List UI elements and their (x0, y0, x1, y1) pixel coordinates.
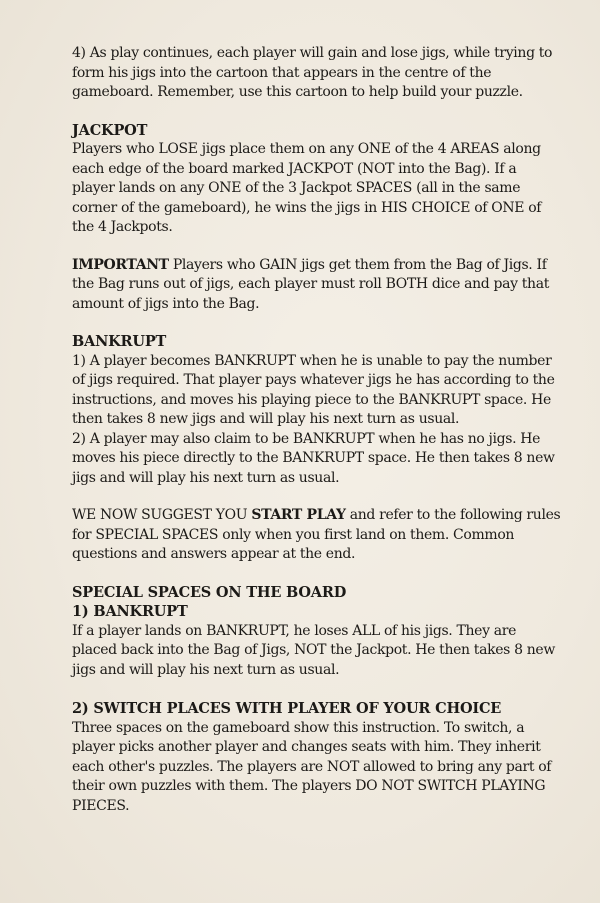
jackpot-paragraph: Players who LOSE jigs place them on any ONE of the 4 AREAS along each edge of the board marked JACKPOT (NOT into the Bag). If a player lands on any ONE of the 3 Jackpot SPACES (all in the same corner of the gameboard), he wins the jigs in HIS CHOICE of ONE of the 4 Jackpots. (72, 141, 542, 235)
switch-places-paragraph: Three spaces on the gameboard show this instruction. To switch, a player picks another player and changes seats with him. They inherit each other's puzzles. The players are NOT allowed to bring any part of their own puzzles with them. The players DO NOT SWITCH PLAYING PIECES. (72, 719, 552, 814)
switch-places-subheading: 2) SWITCH PLACES WITH PLAYER OF YOUR CHOICE (72, 700, 502, 717)
start-play-paragraph (72, 506, 562, 565)
page-content (72, 44, 562, 816)
bankrupt-paragraph-1: 1) A player becomes BANKRUPT when he is unable to pay the number of jigs required. That player pays whatever jigs he has according to the instructions, and moves his playing piece to the BANKRUPT space. He then takes 8 new jigs and will play his next turn as usual. (72, 352, 555, 427)
bankrupt-paragraph-2: 2) A player may also claim to be BANKRUPT when he has no jigs. He moves his piece directly to the BANKRUPT space. He then takes 8 new jigs and will play his next turn as usual. (72, 430, 555, 486)
important-paragraph (72, 256, 562, 315)
start-play-rest: and refer to the following rules for SPECIAL SPACES only when you first land on them. Common questions and answers appear at the end. (72, 507, 561, 562)
special-bankrupt-paragraph: If a player lands on BANKRUPT, he loses ALL of his jigs. They are placed back into the Bag of Jigs, NOT the Jackpot. He then takes 8 new jigs and will play his next turn as usual. (72, 622, 555, 678)
bankrupt-heading: BANKRUPT (72, 333, 167, 350)
jackpot-heading: JACKPOT (72, 121, 148, 139)
start-play-emphasis: START PLAY (251, 507, 346, 523)
important-text: Players who GAIN jigs get them from the Bag of Jigs. If the Bag runs out of jigs, each player must roll BOTH dice and pay that amount of jigs into the Bag. (72, 256, 549, 312)
special-spaces-heading: SPECIAL SPACES ON THE BOARD (72, 583, 347, 601)
special-bankrupt-subheading: 1) BANKRUPT (72, 603, 188, 620)
intro-paragraph: 4) As play continues, each player will gain and lose jigs, while trying to form his jigs into the cartoon that appears in the centre of the gameboard. Remember, use this cartoon to help build your puzzle. (72, 45, 553, 100)
start-play-lead: WE NOW SUGGEST YOU (72, 507, 252, 523)
important-label: IMPORTANT (72, 256, 169, 273)
